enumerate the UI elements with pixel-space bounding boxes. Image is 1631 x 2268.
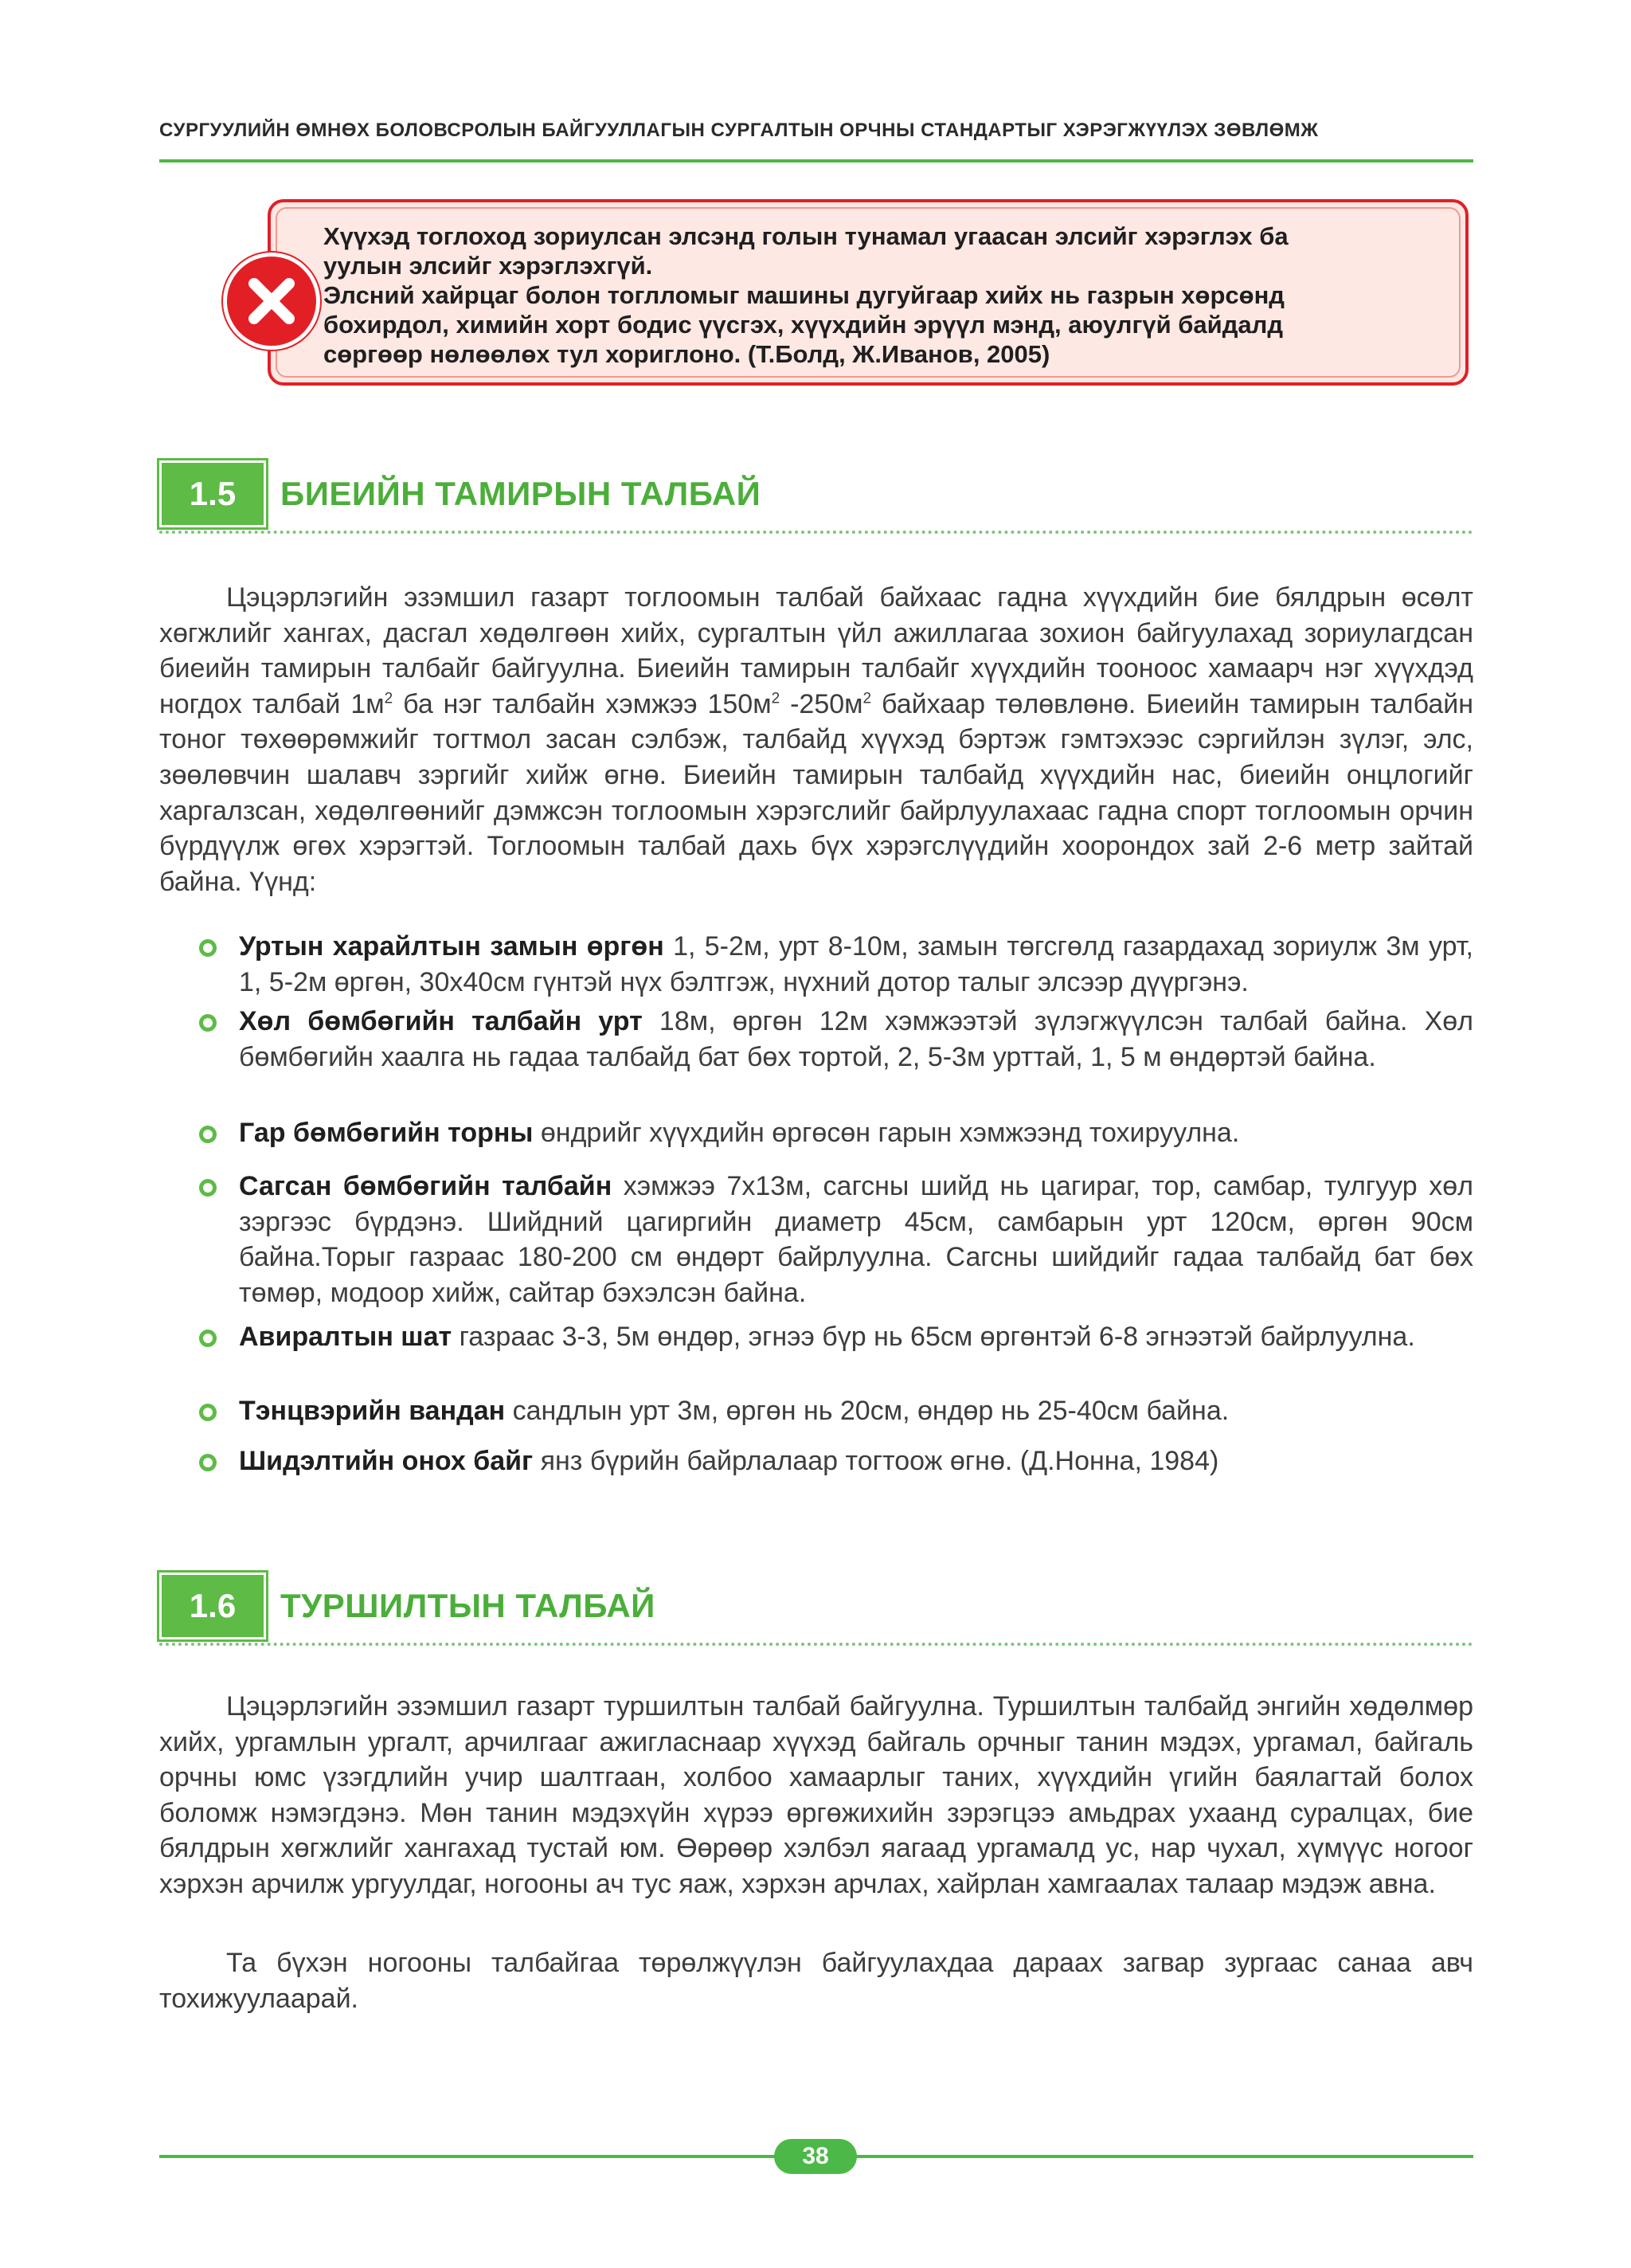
superscript: 2 [862,690,872,707]
error-x-icon [223,253,320,350]
list-item-text: хэмжээ 7х13м, сагсны шийд нь цагираг, тор, самбар, тулгуур хөл зэргээс бүрдэнэ. Шийдний цагиргийн диаметр 45см, самбарын урт 120см, өргөн 90см байна.Торыг газраас 180-200 см өндөрт байрлуулна. Сагсны шийдийг гадаа талбайд бат бөх төмөр, модоор хийж, сайтар бэхэлсэн байна. [239,1171,1473,1308]
list-item-text: янз бүрийн байрлалаар тогтоож өгнө. (Д.Нонна, 1984) [533,1446,1219,1476]
section-number-badge: 1.5 [159,460,266,527]
warning-text [323,221,1438,369]
list-item-text: 18м, өргөн 12м хэмжээтэй зүлэгжүүлсэн талбай байна. Хөл бөмбөгийн хаалга нь гадаа талбайд бат бөх тортой, 2, 5-3м урттай, 1, 5 м өндөртэй байна. [239,1006,1474,1072]
list-item [239,1393,1473,1429]
section-number-badge: 1.6 [159,1573,266,1639]
section-1-6-paragraph: Та бүхэн ногооны талбайгаа төрөлжүүлэн байгуулахдаа дараах загвар зургаас санаа авч тохижуулаарай. [159,1948,1473,2014]
warning-line: Элсний хайрцаг болон тоглломыг машины дугуйгаар хийх нь газрын хөрсөнд [323,281,1285,309]
list-item [239,1169,1473,1310]
superscript: 2 [384,690,393,707]
warning-box [268,199,1469,386]
paragraph-text: -250м [780,688,863,719]
list-item-term: Авиралтын шат [239,1322,452,1352]
bullet-circle-icon [199,939,217,957]
warning-line: бохирдол, химийн хорт бодис үүсгэх, хүүхдийн эрүүл мэнд, аюулгүй байдалд [323,311,1284,339]
section-dotted-divider [159,1643,1473,1646]
page-header-title: СУРГУУЛИЙН ӨМНӨХ БОЛОВСРОЛЫН БАЙГУУЛЛАГЫН СУРГАЛТЫН ОРЧНЫ СТАНДАРТЫГ ХЭРЭГЖҮҮЛЭХ ЗӨВЛӨМЖ [159,119,1319,141]
list-item [239,929,1473,1000]
list-item [239,1004,1473,1075]
section-title: ТУРШИЛТЫН ТАЛБАЙ [280,1587,655,1624]
list-item-term: Тэнцвэрийн вандан [239,1396,506,1426]
x-mark-icon [227,257,316,346]
list-item [239,1319,1473,1355]
list-item-term: Хөл бөмбөгийн талбайн урт [239,1006,643,1036]
warning-line: уулын элсийг хэрэглэхгүй. [323,252,653,280]
section-dotted-divider [159,531,1473,534]
bullet-circle-icon [199,1126,217,1143]
section-1-6-paragraph: Цэцэрлэгийн эзэмшил газарт туршилтын талбай байгуулна. Туршилтын талбайд энгийн хөдөлмөр хийх, ургамлын ургалт, арчилгааг ажигласнаар хүүхэд байгаль орчныг танин мэдэх, ургамал, байгаль орчны юмс үзэгдлийн учир шалтгаан, холбоо хамаарлыг таних, хүүхдийн үгийн баялагтай болох боломж нэмэгдэнэ. Мөн танин мэдэхүйн хүрээ өргөжихийн зэрэгцээ амьдрах ухаанд суралцах, бие бялдрын хөгжлийг хангахад тустай юм. Өөрөөр хэлбэл яагаад ургамалд ус, нар чухал, хүмүүс ногоог хэрхэн арчилж ургуулдаг, ногооны ач тус яаж, хэрхэн арчлах, хайрлан хамгаалах талаар мэдэж авна. [159,1691,1473,1899]
list-item-text: 1, 5-2м, урт 8-10м, замын төгсгөлд газардахад зориулж 3м урт, 1, 5-2м өргөн, 30х40см гүнтэй нүх бэлтгэж, нүхний дотор талыг элсээр дүүргэнэ. [239,931,1473,997]
list-item-text: газраас 3-3, 5м өндөр, эгнээ бүр нь 65см өргөнтэй 6-8 эгнээтэй байрлуулна. [452,1322,1415,1352]
list-item-term: Уртын харайлтын замын өргөн [239,931,664,962]
list-item-text: сандлын урт 3м, өргөн нь 20см, өндөр нь 25-40см байна. [505,1396,1230,1426]
paragraph-text: Цэцэрлэгийн эзэмшил газарт тоглоомын талбай байхаас гадна хүүхдийн бие бялдрын өсөлт хөгжлийг хангах, дасгал хөдөлгөөн хийх, сургалтын үйл ажиллагаа зохион байгуулахад зориулагдсан биеийн тамирын талбайг байгуулна. Биеийн тамирын талбайг хүүхдийн тооноос хамаарч нэг хүүхдэд ногдох талбай 1м [159,582,1473,719]
bullet-circle-icon [199,1179,217,1197]
paragraph-text: байхаар төлөвлөнө. Биеийн тамирын талбайн тоног төхөөрөмжийг тогтмол засан сэлбэж, талбайд хүүхэд бэртэж гэмтэхээс сэргийлэн зүлэг, элс, зөөлөвчин шалавч зэргийг хийж өгнө. Биеийн тамирын талбайд хүүхдийн нас, биеийн онцлогийг харгалзсан, хөдөлгөөнийг дэмжсэн тоглоомын хэрэгслийг байрлуулахаас гадна спорт тоглоомын орчин бүрдүүлж өгөх хэрэгтэй. Тоглоомын талбай дахь бүх хэрэгслүүдийн хоорондох зай 2-6 метр зайтай байна. Үүнд: [159,688,1474,897]
bullet-circle-icon [199,1014,217,1032]
bullet-circle-icon [199,1404,217,1421]
page-number-badge: 38 [774,2139,857,2174]
bullet-circle-icon [199,1454,217,1471]
warning-line: сөргөөр нөлөөлөх тул хориглоно. (Т.Болд, Ж.Иванов, 2005) [323,340,1050,368]
list-item [239,1443,1473,1479]
list-item-text: өндрийг хүүхдийн өргөсөн гарын хэмжээнд тохируулна. [533,1118,1240,1148]
list-item-term: Шидэлтийн онох байг [239,1446,534,1476]
superscript: 2 [771,690,780,707]
section-1-5-paragraph [159,580,1473,899]
header-divider [159,159,1473,163]
list-item-term: Сагсан бөмбөгийн талбайн [239,1171,612,1201]
warning-line: Хүүхэд тоглоход зориулсан элсэнд голын тунамал угаасан элсийг хэрэглэх ба [323,222,1289,250]
section-title: БИЕИЙН ТАМИРЫН ТАЛБАЙ [280,475,761,512]
list-item [239,1115,1473,1151]
paragraph-text: ба нэг талбайн хэмжээ 150м [393,688,772,719]
bullet-circle-icon [199,1330,217,1347]
list-item-term: Гар бөмбөгийн торны [239,1118,534,1148]
